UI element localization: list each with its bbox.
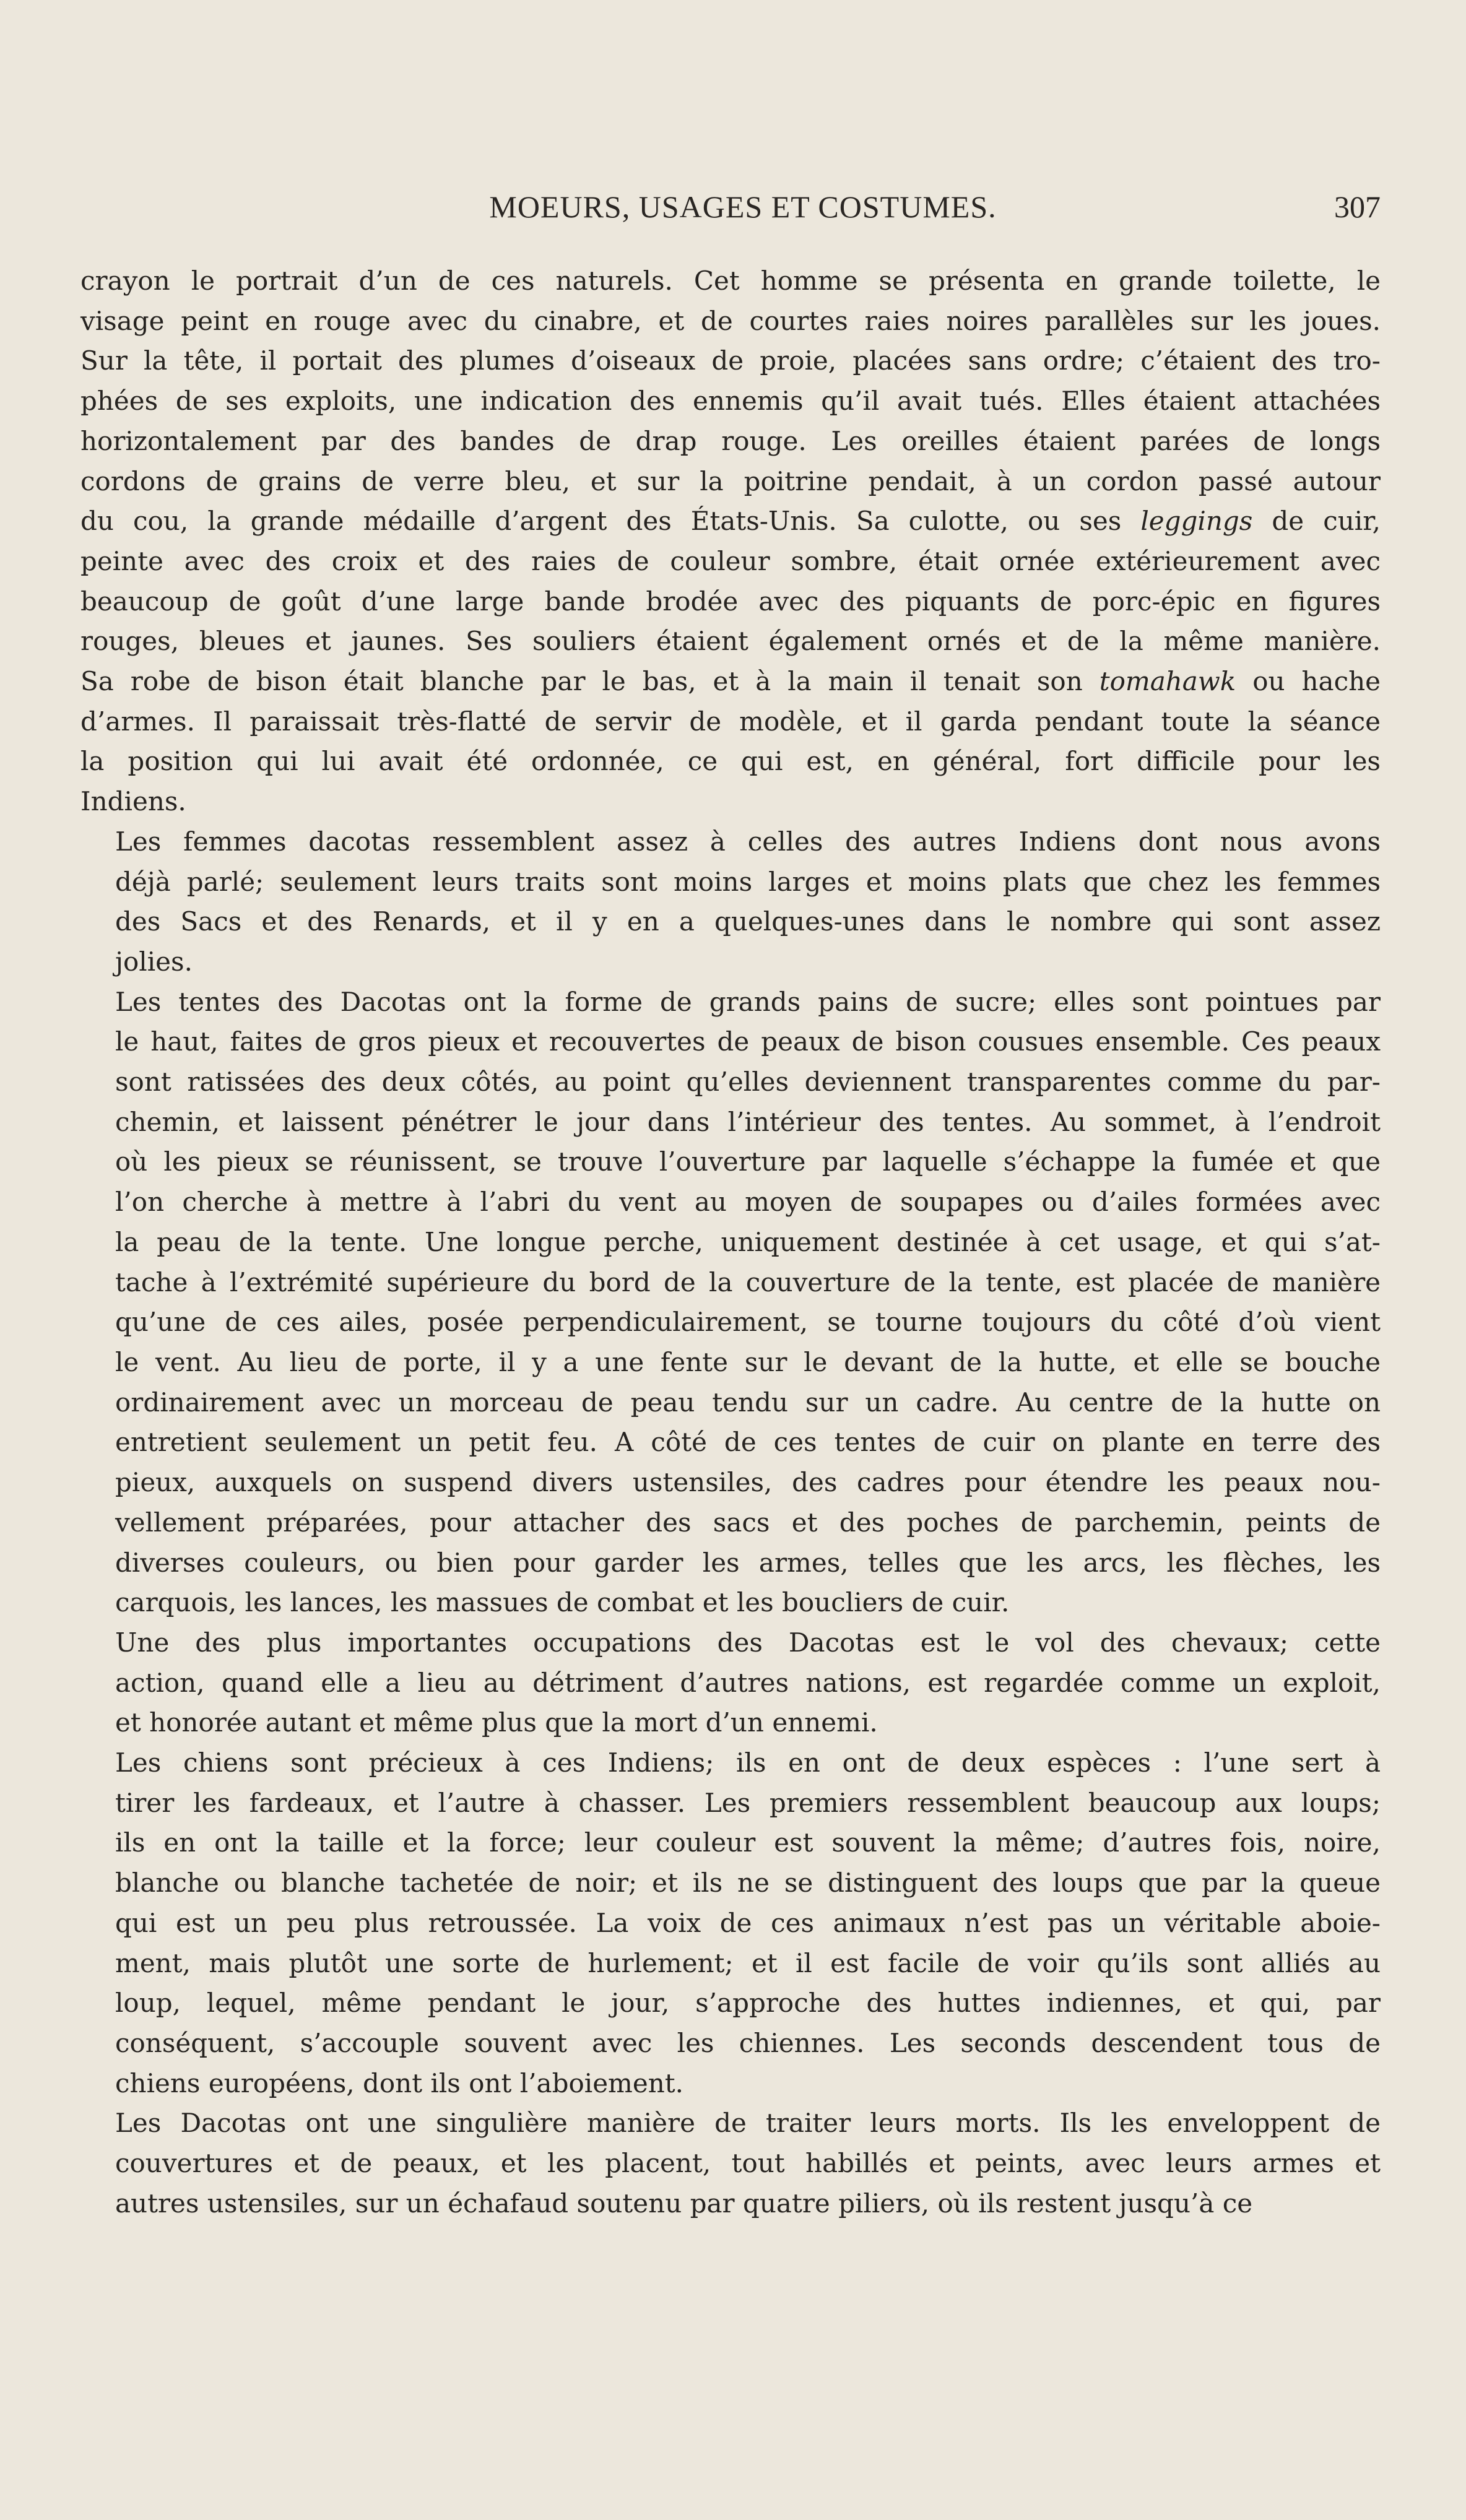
text-line: phées de ses exploits, une indication des ennemis qu’il avait tués. Elles étaient attachées [80, 386, 1381, 417]
text-line: tache à l’extrémité supérieure du bord de la couverture de la tente, est placée de manière [115, 1266, 1381, 1297]
text-line: loup, lequel, même pendant le jour, s’approche des huttes indiennes, et qui, par [115, 1988, 1381, 2019]
text-line: qu’une de ces ailes, posée perpendiculairement, se tourne toujours du côté d’où vient [115, 1307, 1381, 1338]
paragraph [80, 1743, 1381, 2103]
text-line: d’armes. Il paraissait très-flatté de servir de modèle, et il garda pendant toute la séance [80, 706, 1381, 737]
text-line: déjà parlé; seulement leurs traits sont moins larges et moins plats que chez les femmes [115, 866, 1381, 897]
page-number: 307 [1334, 189, 1381, 224]
text-line: la position qui lui avait été ordonnée, ce qui est, en général, fort difficile pour les [80, 746, 1381, 777]
text-line: la peau de la tente. Une longue perche, uniquement destinée à cet usage, et qui s’at- [115, 1226, 1381, 1257]
text-line: Une des plus importantes occupations des Dacotas est le vol des chevaux; cette [115, 1627, 1381, 1658]
running-title: MOEURS, USAGES ET COSTUMES. [489, 189, 997, 224]
page-header [80, 189, 1381, 238]
text-line: diverses couleurs, ou bien pour garder les armes, telles que les arcs, les flèches, les [115, 1547, 1381, 1578]
text-line: des Sacs et des Renards, et il y en a quelques-unes dans le nombre qui sont assez [115, 906, 1381, 937]
text-line: chiens européens, dont ils ont l’aboiement. [115, 2068, 684, 2098]
text-line: crayon le portrait d’un de ces naturels. Cet homme se présenta en grande toilette, le [80, 266, 1381, 296]
text-line: Les tentes des Dacotas ont la forme de grands pains de sucre; elles sont pointues par [115, 986, 1381, 1017]
text-line: visage peint en rouge avec du cinabre, et de courtes raies noires parallèles sur les joues. [80, 305, 1381, 336]
text-line: Sur la tête, il portait des plumes d’oiseaux de proie, placées sans ordre; c’étaient des tro- [80, 345, 1381, 376]
text-line: horizontalement par des bandes de drap rouge. Les oreilles étaient parées de longs [80, 425, 1381, 456]
text-line: pieux, auxquels on suspend divers ustensiles, des cadres pour étendre les peaux nou- [115, 1467, 1381, 1498]
paragraph [80, 822, 1381, 982]
text-line: ils en ont la taille et la force; leur couleur est souvent la même; d’autres fois, noire, [115, 1827, 1381, 1858]
paragraph [80, 2103, 1381, 2223]
text-line: Indiens. [80, 786, 186, 817]
text-line: entretient seulement un petit feu. A côté de ces tentes de cuir on plante en terre des [115, 1427, 1381, 1458]
text-line: couvertures et de peaux, et les placent, tout habillés et peints, avec leurs armes et [115, 2148, 1381, 2179]
text-line: rouges, bleues et jaunes. Ses souliers étaient également ornés et de la même manière. [80, 626, 1381, 657]
text-line: le vent. Au lieu de porte, il y a une fente sur le devant de la hutte, et elle se bouche [115, 1346, 1381, 1377]
text-line: vellement préparées, pour attacher des sacs et des poches de parchemin, peints de [115, 1507, 1381, 1538]
text-line: Les femmes dacotas ressemblent assez à celles des autres Indiens dont nous avons [115, 826, 1381, 857]
text-line: beaucoup de goût d’une large bande brodée avec des piquants de porc-épic en figures [80, 586, 1381, 617]
text-line: sont ratissées des deux côtés, au point qu’elles deviennent transparentes comme du par- [115, 1067, 1381, 1098]
paragraph [80, 1623, 1381, 1743]
text-line: blanche ou blanche tachetée de noir; et ils ne se distinguent des loups que par la queue [115, 1868, 1381, 1899]
text-line: où les pieux se réunissent, se trouve l’ouverture par laquelle s’échappe la fumée et que [115, 1146, 1381, 1177]
body-text [80, 261, 1381, 2223]
text-line: carquois, les lances, les massues de combat et les boucliers de cuir. [115, 1587, 1010, 1618]
text-line: Les Dacotas ont une singulière manière de traiter leurs morts. Ils les enveloppent de [115, 2108, 1381, 2139]
text-line: ordinairement avec un morceau de peau tendu sur un cadre. Au centre de la hutte on [115, 1387, 1381, 1418]
text-line: cordons de grains de verre bleu, et sur la poitrine pendait, à un cordon passé autour [80, 465, 1381, 496]
text-line: Sa robe de bison était blanche par le bas, et à la main il tenait son tomahawk ou hache [80, 666, 1381, 697]
text-line: peinte avec des croix et des raies de couleur sombre, était ornée extérieurement avec [80, 545, 1381, 576]
paragraph [80, 982, 1381, 1623]
text-line: du cou, la grande médaille d’argent des États-Unis. Sa culotte, ou ses leggings de cuir, [80, 506, 1381, 537]
text-line: ment, mais plutôt une sorte de hurlement; et il est facile de voir qu’ils sont alliés au [115, 1947, 1381, 1978]
text-line: tirer les fardeaux, et l’autre à chasser. Les premiers ressemblent beaucoup aux loups; [115, 1787, 1381, 1818]
text-line: et honorée autant et même plus que la mort d’un ennemi. [115, 1707, 878, 1738]
paragraph [80, 261, 1381, 822]
text-line: chemin, et laissent pénétrer le jour dans l’intérieur des tentes. Au sommet, à l’endroit [115, 1106, 1381, 1137]
text-line: conséquent, s’accouple souvent avec les chiennes. Les seconds descendent tous de [115, 2027, 1381, 2058]
text-line: action, quand elle a lieu au détriment d’autres nations, est regardée comme un exploit, [115, 1667, 1381, 1698]
text-line: Les chiens sont précieux à ces Indiens; ils en ont de deux espèces : l’une sert à [115, 1747, 1381, 1778]
text-line: jolies. [115, 946, 193, 977]
text-line: le haut, faites de gros pieux et recouvertes de peaux de bison cousues ensemble. Ces peaux [115, 1026, 1381, 1057]
text-line: l’on cherche à mettre à l’abri du vent au moyen de soupapes ou d’ailes formées avec [115, 1187, 1381, 1218]
text-line: autres ustensiles, sur un échafaud soutenu par quatre piliers, où ils restent jusqu’à ce [115, 2188, 1253, 2219]
text-line: qui est un peu plus retroussée. La voix de ces animaux n’est pas un véritable aboie- [115, 1907, 1381, 1938]
